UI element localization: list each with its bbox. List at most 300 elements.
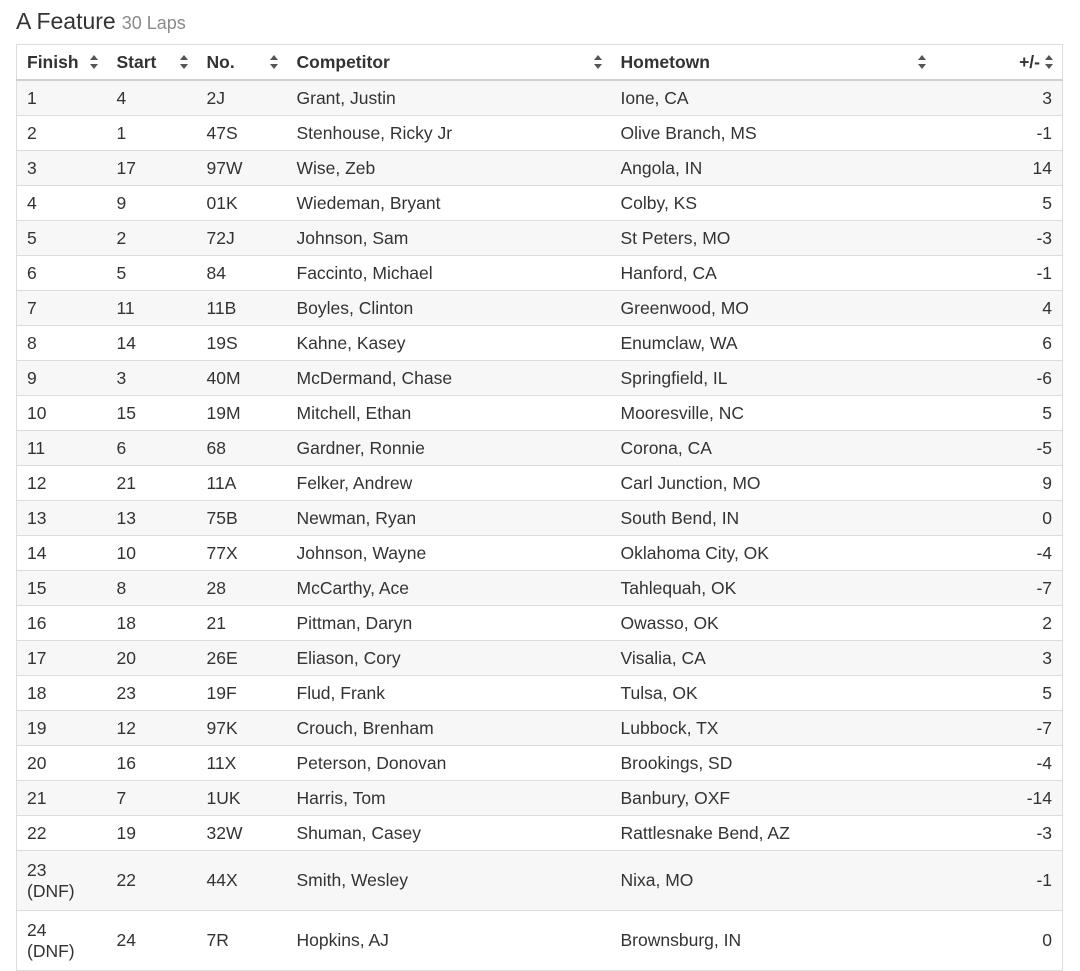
cell-plus-minus [935, 746, 1063, 781]
cell-competitor-text: Hopkins, AJ [296, 930, 389, 950]
cell-plus-minus-text: -4 [1036, 752, 1052, 773]
cell-car-number-text: 21 [206, 612, 226, 633]
cell-competitor [287, 781, 611, 816]
column-label: Start [116, 51, 157, 72]
cell-competitor-text: Peterson, Donovan [296, 752, 447, 773]
cell-finish-text: 1 [27, 87, 37, 108]
cell-hometown [611, 116, 935, 151]
cell-car-number [197, 501, 287, 536]
cell-plus-minus [935, 466, 1063, 501]
table-row [17, 80, 1063, 116]
cell-start [107, 536, 197, 571]
sort-icon [917, 54, 927, 70]
cell-finish [17, 911, 107, 971]
cell-finish-text: 17 [27, 647, 47, 668]
cell-hometown [611, 80, 935, 116]
cell-finish-text: 20 [27, 752, 47, 773]
cell-start-text: 14 [116, 332, 136, 353]
cell-finish [17, 781, 107, 816]
cell-competitor [287, 116, 611, 151]
cell-hometown [611, 221, 935, 256]
cell-competitor-text: McDermand, Chase [296, 367, 453, 388]
cell-start [107, 911, 197, 971]
cell-competitor-text: Newman, Ryan [296, 507, 417, 528]
table-row [17, 536, 1063, 571]
cell-plus-minus [935, 186, 1063, 221]
cell-car-number [197, 536, 287, 571]
cell-plus-minus [935, 676, 1063, 711]
table-row [17, 326, 1063, 361]
cell-hometown-text: Rattlesnake Bend, AZ [620, 822, 790, 843]
cell-finish-text: 15 [27, 577, 47, 598]
cell-plus-minus-text: -3 [1036, 822, 1052, 843]
table-row [17, 431, 1063, 466]
cell-car-number [197, 911, 287, 971]
sort-icon [1044, 54, 1054, 70]
cell-plus-minus [935, 80, 1063, 116]
cell-plus-minus-text: 9 [1042, 472, 1052, 493]
table-header-row [17, 45, 1063, 81]
table-row [17, 221, 1063, 256]
cell-start [107, 676, 197, 711]
column-header-finish[interactable] [17, 45, 107, 81]
cell-hometown [611, 536, 935, 571]
cell-competitor-text: Mitchell, Ethan [296, 402, 412, 423]
table-row [17, 606, 1063, 641]
cell-start [107, 396, 197, 431]
cell-finish-text: 9 [27, 367, 37, 388]
cell-competitor [287, 711, 611, 746]
cell-start [107, 186, 197, 221]
cell-finish-text: 22 [27, 822, 47, 843]
cell-competitor-text: Johnson, Sam [296, 227, 409, 248]
cell-plus-minus [935, 151, 1063, 186]
cell-start [107, 116, 197, 151]
cell-start-text: 16 [116, 752, 136, 773]
sort-icon [593, 54, 603, 70]
cell-plus-minus-text: -6 [1036, 367, 1052, 388]
cell-finish [17, 326, 107, 361]
cell-plus-minus-text: 5 [1042, 192, 1052, 213]
cell-finish [17, 641, 107, 676]
cell-finish-text: 4 [27, 192, 37, 213]
cell-competitor-text: Boyles, Clinton [296, 297, 414, 318]
column-header-competitor[interactable] [287, 45, 611, 81]
cell-plus-minus [935, 851, 1063, 911]
cell-start-text: 20 [116, 647, 136, 668]
cell-competitor [287, 361, 611, 396]
cell-car-number [197, 746, 287, 781]
cell-car-number [197, 431, 287, 466]
cell-hometown [611, 291, 935, 326]
cell-competitor-text: Harris, Tom [296, 787, 386, 808]
cell-hometown-text: Nixa, MO [620, 870, 694, 890]
cell-competitor-text: McCarthy, Ace [296, 577, 409, 598]
cell-hometown [611, 361, 935, 396]
cell-plus-minus-text: -1 [1036, 122, 1052, 143]
sort-icon [269, 54, 279, 70]
cell-competitor [287, 256, 611, 291]
cell-start [107, 291, 197, 326]
cell-finish-text: 5 [27, 227, 37, 248]
cell-competitor [287, 151, 611, 186]
cell-hometown [611, 431, 935, 466]
column-header-plus-minus[interactable] [935, 45, 1063, 81]
cell-plus-minus [935, 536, 1063, 571]
cell-car-number [197, 711, 287, 746]
cell-start-text: 13 [116, 507, 136, 528]
cell-hometown-text: Olive Branch, MS [620, 122, 757, 143]
cell-finish [17, 746, 107, 781]
cell-competitor [287, 291, 611, 326]
cell-plus-minus-text: 14 [1032, 157, 1052, 178]
cell-plus-minus-text: -1 [1036, 870, 1052, 890]
cell-start-text: 21 [116, 472, 136, 493]
cell-start-text: 19 [116, 822, 136, 843]
cell-car-number-text: 75B [206, 507, 238, 528]
cell-start [107, 781, 197, 816]
cell-start-text: 4 [116, 87, 127, 108]
cell-hometown [611, 571, 935, 606]
cell-car-number-text: 77X [206, 542, 238, 563]
cell-hometown [611, 501, 935, 536]
sort-icon [179, 54, 189, 70]
table-row [17, 151, 1063, 186]
cell-start-text: 1 [116, 122, 127, 143]
cell-hometown-text: St Peters, MO [620, 227, 731, 248]
cell-finish-text: 3 [27, 157, 37, 178]
cell-hometown-text: Banbury, OXF [620, 787, 731, 808]
cell-finish [17, 571, 107, 606]
cell-finish-text: 7 [27, 297, 37, 318]
cell-hometown-text: Visalia, CA [620, 647, 706, 668]
table-row [17, 256, 1063, 291]
cell-finish [17, 80, 107, 116]
table-row [17, 116, 1063, 151]
cell-start [107, 80, 197, 116]
column-header-no[interactable] [197, 45, 287, 81]
cell-competitor-text: Gardner, Ronnie [296, 437, 425, 458]
cell-car-number [197, 361, 287, 396]
cell-car-number-text: 19M [206, 402, 241, 423]
results-panel [16, 6, 1062, 971]
table-row [17, 816, 1063, 851]
column-label: +/- [1019, 51, 1040, 72]
cell-start-text: 5 [116, 262, 127, 283]
cell-plus-minus-text: -4 [1036, 542, 1052, 563]
cell-competitor-text: Smith, Wesley [296, 870, 409, 890]
dnf-note: (DNF) [27, 940, 75, 961]
cell-car-number-text: 32W [206, 822, 243, 843]
table-row [17, 501, 1063, 536]
cell-car-number [197, 151, 287, 186]
cell-start [107, 851, 197, 911]
cell-start-text: 3 [116, 367, 127, 388]
cell-plus-minus [935, 501, 1063, 536]
cell-finish [17, 186, 107, 221]
cell-car-number-text: 68 [206, 437, 226, 458]
table-row [17, 746, 1063, 781]
cell-start-text: 24 [116, 930, 136, 950]
cell-hometown [611, 151, 935, 186]
cell-plus-minus-text: -1 [1036, 262, 1052, 283]
results-header [16, 6, 1062, 44]
cell-car-number [197, 676, 287, 711]
cell-finish-text: 13 [27, 507, 47, 528]
cell-hometown [611, 711, 935, 746]
cell-car-number-text: 26E [206, 647, 238, 668]
cell-competitor-text: Crouch, Brenham [296, 717, 434, 738]
cell-finish [17, 466, 107, 501]
cell-plus-minus [935, 571, 1063, 606]
cell-plus-minus-text: 0 [1042, 507, 1052, 528]
cell-finish-text: 16 [27, 612, 47, 633]
cell-competitor [287, 80, 611, 116]
cell-start [107, 326, 197, 361]
cell-finish-text: 23 [27, 859, 47, 880]
cell-start [107, 746, 197, 781]
cell-plus-minus [935, 116, 1063, 151]
cell-finish [17, 606, 107, 641]
cell-finish [17, 431, 107, 466]
cell-plus-minus [935, 361, 1063, 396]
cell-competitor-text: Pittman, Daryn [296, 612, 413, 633]
cell-hometown [611, 851, 935, 911]
cell-car-number [197, 186, 287, 221]
cell-car-number-text: 19S [206, 332, 238, 353]
cell-finish [17, 221, 107, 256]
cell-start-text: 6 [116, 437, 127, 458]
cell-finish [17, 151, 107, 186]
table-row [17, 466, 1063, 501]
cell-car-number [197, 80, 287, 116]
column-header-start[interactable] [107, 45, 197, 81]
cell-car-number-text: 11A [206, 472, 237, 493]
cell-finish [17, 676, 107, 711]
cell-hometown [611, 746, 935, 781]
column-label: Hometown [620, 51, 710, 72]
cell-start-text: 15 [116, 402, 136, 423]
cell-plus-minus-text: -7 [1036, 717, 1052, 738]
cell-start [107, 361, 197, 396]
cell-plus-minus-text: -14 [1026, 787, 1052, 808]
column-label: No. [206, 51, 235, 72]
cell-plus-minus-text: 0 [1042, 930, 1052, 950]
cell-finish [17, 711, 107, 746]
cell-car-number [197, 256, 287, 291]
table-row [17, 361, 1063, 396]
cell-start-text: 12 [116, 717, 136, 738]
cell-car-number-text: 2J [206, 87, 225, 108]
cell-start [107, 256, 197, 291]
cell-plus-minus [935, 326, 1063, 361]
cell-finish [17, 256, 107, 291]
cell-car-number-text: 44X [206, 870, 238, 890]
cell-hometown-text: Ione, CA [620, 87, 689, 108]
cell-start [107, 816, 197, 851]
cell-competitor [287, 571, 611, 606]
cell-finish-text: 18 [27, 682, 47, 703]
cell-car-number [197, 116, 287, 151]
cell-start-text: 8 [116, 577, 127, 598]
cell-plus-minus [935, 641, 1063, 676]
cell-plus-minus-text: -3 [1036, 227, 1052, 248]
cell-competitor [287, 816, 611, 851]
cell-start [107, 641, 197, 676]
cell-start [107, 151, 197, 186]
cell-car-number-text: 97K [206, 717, 238, 738]
cell-hometown-text: Tulsa, OK [620, 682, 698, 703]
cell-hometown [611, 781, 935, 816]
cell-competitor-text: Felker, Andrew [296, 472, 413, 493]
column-label: Finish [27, 51, 79, 72]
cell-plus-minus-text: 3 [1042, 87, 1052, 108]
cell-start [107, 431, 197, 466]
cell-start-text: 18 [116, 612, 136, 633]
cell-plus-minus-text: -5 [1036, 437, 1052, 458]
cell-plus-minus [935, 711, 1063, 746]
table-row [17, 291, 1063, 326]
cell-car-number-text: 19F [206, 682, 237, 703]
cell-start [107, 466, 197, 501]
cell-car-number [197, 641, 287, 676]
cell-plus-minus [935, 291, 1063, 326]
cell-plus-minus [935, 396, 1063, 431]
cell-competitor-text: Faccinto, Michael [296, 262, 433, 283]
cell-plus-minus [935, 911, 1063, 971]
cell-hometown [611, 911, 935, 971]
cell-start [107, 711, 197, 746]
cell-hometown-text: South Bend, IN [620, 507, 740, 528]
cell-start-text: 2 [116, 227, 127, 248]
cell-car-number [197, 466, 287, 501]
cell-car-number-text: 47S [206, 122, 238, 143]
cell-plus-minus [935, 606, 1063, 641]
dnf-note: (DNF) [27, 880, 75, 901]
cell-finish-text: 11 [27, 437, 46, 458]
cell-competitor [287, 186, 611, 221]
cell-start-text: 10 [116, 542, 136, 563]
cell-car-number [197, 606, 287, 641]
cell-hometown-text: Enumclaw, WA [620, 332, 738, 353]
cell-hometown [611, 676, 935, 711]
cell-car-number-text: 7R [206, 930, 229, 950]
table-row [17, 571, 1063, 606]
cell-competitor-text: Flud, Frank [296, 682, 385, 703]
cell-competitor-text: Grant, Justin [296, 87, 396, 108]
cell-finish-text: 2 [27, 122, 37, 143]
cell-hometown-text: Mooresville, NC [620, 402, 744, 423]
cell-competitor [287, 466, 611, 501]
cell-car-number-text: 11X [206, 752, 237, 773]
cell-competitor [287, 326, 611, 361]
cell-plus-minus [935, 256, 1063, 291]
cell-car-number [197, 221, 287, 256]
cell-competitor [287, 431, 611, 466]
cell-hometown [611, 641, 935, 676]
cell-car-number-text: 40M [206, 367, 241, 388]
column-label: Competitor [296, 51, 390, 72]
table-row [17, 851, 1063, 911]
cell-car-number [197, 781, 287, 816]
cell-start-text: 22 [116, 870, 136, 890]
cell-plus-minus-text: 2 [1042, 612, 1052, 633]
cell-start [107, 606, 197, 641]
cell-plus-minus-text: -7 [1036, 577, 1052, 598]
cell-hometown [611, 466, 935, 501]
cell-car-number-text: 01K [206, 192, 238, 213]
cell-competitor-text: Eliason, Cory [296, 647, 401, 668]
cell-competitor [287, 501, 611, 536]
table-row [17, 186, 1063, 221]
cell-hometown-text: Colby, KS [620, 192, 698, 213]
table-row [17, 911, 1063, 971]
cell-hometown-text: Brownsburg, IN [620, 930, 742, 950]
cell-plus-minus [935, 781, 1063, 816]
cell-hometown-text: Greenwood, MO [620, 297, 749, 318]
cell-competitor [287, 851, 611, 911]
cell-finish-text: 10 [27, 402, 47, 423]
cell-finish-text: 8 [27, 332, 37, 353]
cell-start [107, 571, 197, 606]
cell-competitor-text: Wise, Zeb [296, 157, 376, 178]
cell-finish [17, 536, 107, 571]
cell-finish [17, 361, 107, 396]
table-row [17, 676, 1063, 711]
cell-hometown [611, 326, 935, 361]
cell-start-text: 9 [116, 192, 127, 213]
cell-hometown-text: Hanford, CA [620, 262, 717, 283]
cell-finish [17, 116, 107, 151]
cell-car-number [197, 326, 287, 361]
cell-competitor [287, 676, 611, 711]
cell-hometown [611, 396, 935, 431]
cell-car-number [197, 851, 287, 911]
column-header-hometown[interactable] [611, 45, 935, 81]
results-body [17, 80, 1063, 971]
cell-finish-text: 21 [27, 787, 47, 808]
cell-hometown [611, 606, 935, 641]
cell-finish-text: 6 [27, 262, 37, 283]
table-row [17, 781, 1063, 816]
cell-finish-text: 24 [27, 919, 47, 940]
cell-hometown-text: Corona, CA [620, 437, 712, 458]
cell-car-number-text: 72J [206, 227, 235, 248]
cell-car-number [197, 396, 287, 431]
cell-hometown-text: Carl Junction, MO [620, 472, 761, 493]
cell-hometown-text: Owasso, OK [620, 612, 719, 633]
cell-car-number [197, 291, 287, 326]
cell-competitor [287, 606, 611, 641]
cell-plus-minus [935, 221, 1063, 256]
table-row [17, 396, 1063, 431]
cell-plus-minus-text: 6 [1042, 332, 1052, 353]
laps-subtitle: 30 Laps [121, 13, 186, 33]
cell-finish [17, 851, 107, 911]
cell-plus-minus-text: 5 [1042, 402, 1052, 423]
cell-competitor-text: Stenhouse, Ricky Jr [296, 122, 453, 143]
cell-competitor-text: Johnson, Wayne [296, 542, 427, 563]
cell-start-text: 23 [116, 682, 136, 703]
table-row [17, 641, 1063, 676]
cell-hometown-text: Angola, IN [620, 157, 703, 178]
cell-start [107, 221, 197, 256]
cell-finish-text: 14 [27, 542, 47, 563]
cell-plus-minus-text: 5 [1042, 682, 1052, 703]
cell-finish [17, 291, 107, 326]
cell-car-number-text: 28 [206, 577, 226, 598]
cell-hometown-text: Brookings, SD [620, 752, 733, 773]
